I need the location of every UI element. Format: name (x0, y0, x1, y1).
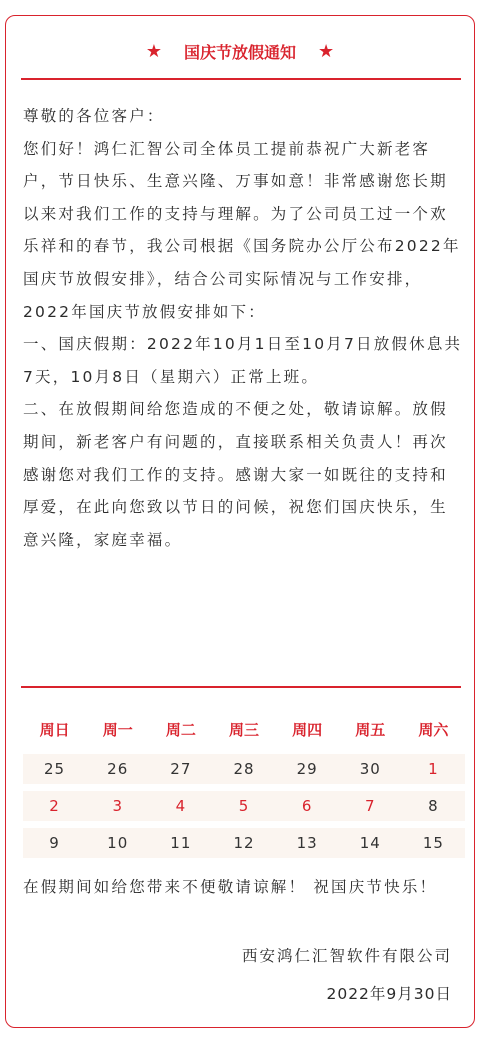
calendar-weekday-header (23, 711, 465, 747)
calendar-day: 8 (428, 797, 439, 815)
paragraph: 您们好！鸿仁汇智公司全体员工提前恭祝广大新老客户，节日快乐、生意兴隆、万事如意！非常感谢您长期以来对我们工作的支持与理解。为了公司员工过一个欢乐祥和的春节，我公司根据《国务院办公厅公布2022年国庆节放假安排》，结合公司实际情况与工作安排，2022年国庆节放假安排如下： (23, 139, 461, 321)
calendar-day: 14 (359, 834, 381, 852)
calendar-day: 28 (233, 760, 255, 778)
calendar-day: 2 (49, 797, 60, 815)
calendar-grid (23, 754, 465, 858)
calendar-day: 9 (49, 834, 60, 852)
calendar-day: 7 (365, 797, 376, 815)
paragraph: 二、在放假期间给您造成的不便之处，敬请谅解。放假期间，新老客户有问题的，直接联系相关负责人！再次感谢您对我们工作的支持。感谢大家一如既往的支持和厚爱，在此向您致以节日的问候，祝您们国庆快乐，生意兴隆，家庭幸福。 (23, 400, 448, 549)
calendar-day: 11 (170, 834, 192, 852)
notice-date: 2022年9月30日 (326, 985, 452, 1003)
greeting: 尊敬的各位客户： (23, 107, 165, 125)
calendar-day: 29 (296, 760, 318, 778)
calendar-week-row (23, 828, 465, 858)
calendar-day: 25 (44, 760, 66, 778)
weekday-label: 周一 (102, 720, 133, 739)
calendar-week-row (23, 791, 465, 821)
calendar-day: 3 (112, 797, 123, 815)
calendar-day: 12 (233, 834, 255, 852)
calendar-divider (21, 686, 461, 688)
notice-body (23, 100, 463, 556)
calendar-day: 10 (107, 834, 129, 852)
page-title: 国庆节放假通知 (183, 42, 296, 62)
star-icon: ★ (318, 40, 335, 62)
holiday-calendar (23, 711, 465, 858)
closing-text: 在假期间如给您带来不便敬请谅解！ 祝国庆节快乐！ (23, 878, 438, 896)
calendar-day: 5 (238, 797, 250, 815)
company-name: 西安鸿仁汇智软件有限公司 (241, 947, 452, 965)
weekday-label: 周二 (165, 720, 196, 739)
calendar-day: 15 (422, 834, 444, 852)
notice-card (5, 15, 475, 1028)
calendar-day: 30 (359, 760, 381, 778)
paragraph: 一、国庆假期：2022年10月1日至10月7日放假休息共7天，10月8日（星期六）正常上班。 (23, 335, 463, 386)
weekday-label: 周四 (292, 720, 323, 739)
weekday-label: 周三 (228, 720, 259, 739)
weekday-label: 周六 (418, 720, 449, 739)
calendar-day: 13 (296, 834, 318, 852)
weekday-label: 周五 (355, 720, 386, 739)
weekday-label: 周日 (39, 720, 70, 739)
title-divider (21, 78, 461, 80)
calendar-week-row (23, 754, 465, 784)
star-icon: ★ (145, 40, 162, 62)
calendar-day: 27 (170, 760, 192, 778)
calendar-day: 1 (428, 760, 439, 778)
calendar-day: 4 (175, 797, 187, 815)
calendar-day: 26 (107, 760, 129, 778)
notice-header (6, 36, 474, 66)
calendar-day: 6 (301, 797, 313, 815)
